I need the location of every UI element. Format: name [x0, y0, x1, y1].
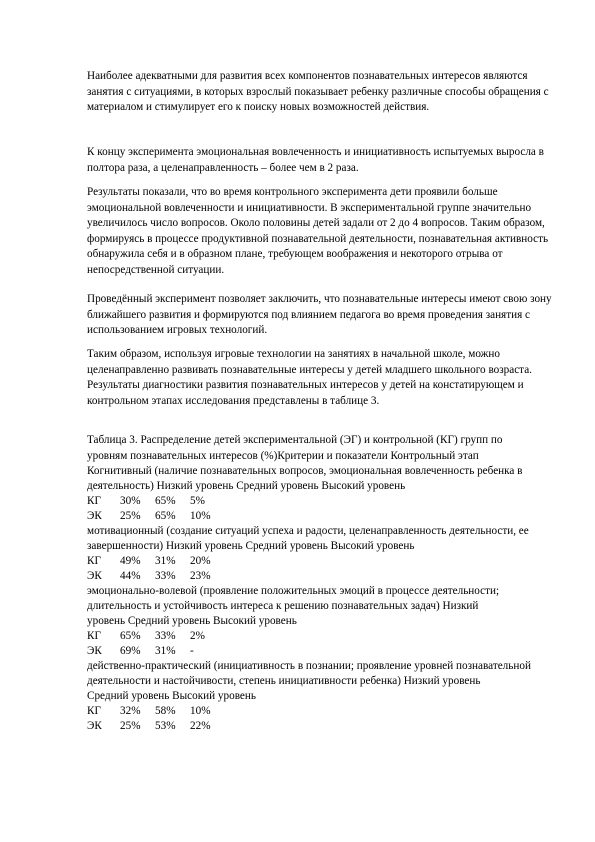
low-cell: 44%	[120, 570, 141, 582]
group-cell: КГ	[87, 630, 101, 642]
mid-cell: 33%	[155, 630, 176, 642]
high-cell: 22%	[190, 720, 211, 732]
table-caption-line2: уровням познавательных интересов (%)Критерии и показатели Контрольный этап	[87, 450, 479, 462]
group-cell: ЭК	[87, 570, 102, 582]
criterion-line: деятельности и настойчивости, степень инициативности ребенка) Низкий уровень	[87, 675, 481, 687]
mid-cell: 65%	[155, 510, 176, 522]
high-cell: 5%	[190, 495, 205, 507]
paragraph-2: К концу эксперимента эмоциональная вовлеченность и инициативность испытуемых выросла в полтора раза, а целенаправленность – более чем в 2 раза.	[87, 146, 544, 174]
paragraph-3: Результаты показали, что во время контрольного эксперимента дети проявили больше эмоциональной вовлеченности и инициативности. В экспериментальной группе значительно увеличилось число вопросов. Около половины детей задали от 2 до 4 вопросов. Таким образом, формируясь в процессе продуктивной познавательной деятельности, познавательная активность обнаружила себя и в образном плане, требующем воображения и некоторого отрыва от непосредственной ситуации.	[87, 186, 549, 276]
low-cell: 69%	[120, 645, 141, 657]
high-cell: 20%	[190, 555, 211, 567]
criterion-line: эмоционально-волевой (проявление положительных эмоций в процессе деятельности;	[87, 585, 500, 597]
group-cell: КГ	[87, 495, 101, 507]
table-caption-line1: Таблица 3. Распределение детей экспериментальной (ЭГ) и контрольной (КГ) групп по	[87, 434, 503, 446]
criterion-line: Когнитивный (наличие познавательных вопросов, эмоциональная вовлеченность ребенка в	[87, 465, 523, 477]
low-cell: 32%	[120, 705, 141, 717]
paragraph-1: Наиболее адекватными для развития всех компонентов познавательных интересов являются занятия с ситуациями, в которых взрослый показывает ребенку различные способы обращения с материалом и стимулирует его к поиску новых возможностей действия.	[87, 70, 549, 114]
group-cell: КГ	[87, 705, 101, 717]
mid-cell: 31%	[155, 555, 176, 567]
high-cell: 10%	[190, 510, 211, 522]
group-cell: ЭК	[87, 720, 102, 732]
high-cell: 10%	[190, 705, 211, 717]
mid-cell: 65%	[155, 495, 176, 507]
group-cell: ЭК	[87, 645, 102, 657]
criterion-line: мотивационный (создание ситуаций успеха и радости, целенаправленность деятельности, ее	[87, 525, 529, 537]
low-cell: 65%	[120, 630, 141, 642]
mid-cell: 31%	[155, 645, 176, 657]
mid-cell: 33%	[155, 570, 176, 582]
criterion-line: действенно-практический (инициативность в познании; проявление уровней познавательной	[87, 660, 531, 672]
low-cell: 25%	[120, 720, 141, 732]
criterion-line: уровень Средний уровень Высокий уровень	[87, 615, 297, 627]
criterion-line: деятельность) Низкий уровень Средний уровень Высокий уровень	[87, 480, 406, 492]
mid-cell: 58%	[155, 705, 176, 717]
paragraph-4: Проведённый эксперимент позволяет заключить, что познавательные интересы имеют свою зону ближайшего развития и формируются под влиянием педагога во время проведения занятия с использованием игровых технологий.	[87, 293, 552, 337]
high-cell: 2%	[190, 630, 205, 642]
criterion-line: Средний уровень Высокий уровень	[87, 690, 256, 702]
mid-cell: 53%	[155, 720, 176, 732]
criterion-line: завершенности) Низкий уровень Средний уровень Высокий уровень	[87, 540, 415, 552]
high-cell: -	[190, 645, 194, 657]
low-cell: 25%	[120, 510, 141, 522]
criterion-line: длительность и устойчивость интереса к решению познавательных задач) Низкий	[87, 600, 479, 612]
high-cell: 23%	[190, 570, 211, 582]
low-cell: 30%	[120, 495, 141, 507]
paragraph-5: Таким образом, используя игровые технологии на занятиях в начальной школе, можно целенаправленно развивать познавательные интересы у детей младшего школьного возраста. Результаты диагностики развития познавательных интересов у детей на констатирующем и контрольном этапах исследования представлены в таблице 3.	[87, 348, 532, 407]
low-cell: 49%	[120, 555, 141, 567]
group-cell: ЭК	[87, 510, 102, 522]
group-cell: КГ	[87, 555, 101, 567]
